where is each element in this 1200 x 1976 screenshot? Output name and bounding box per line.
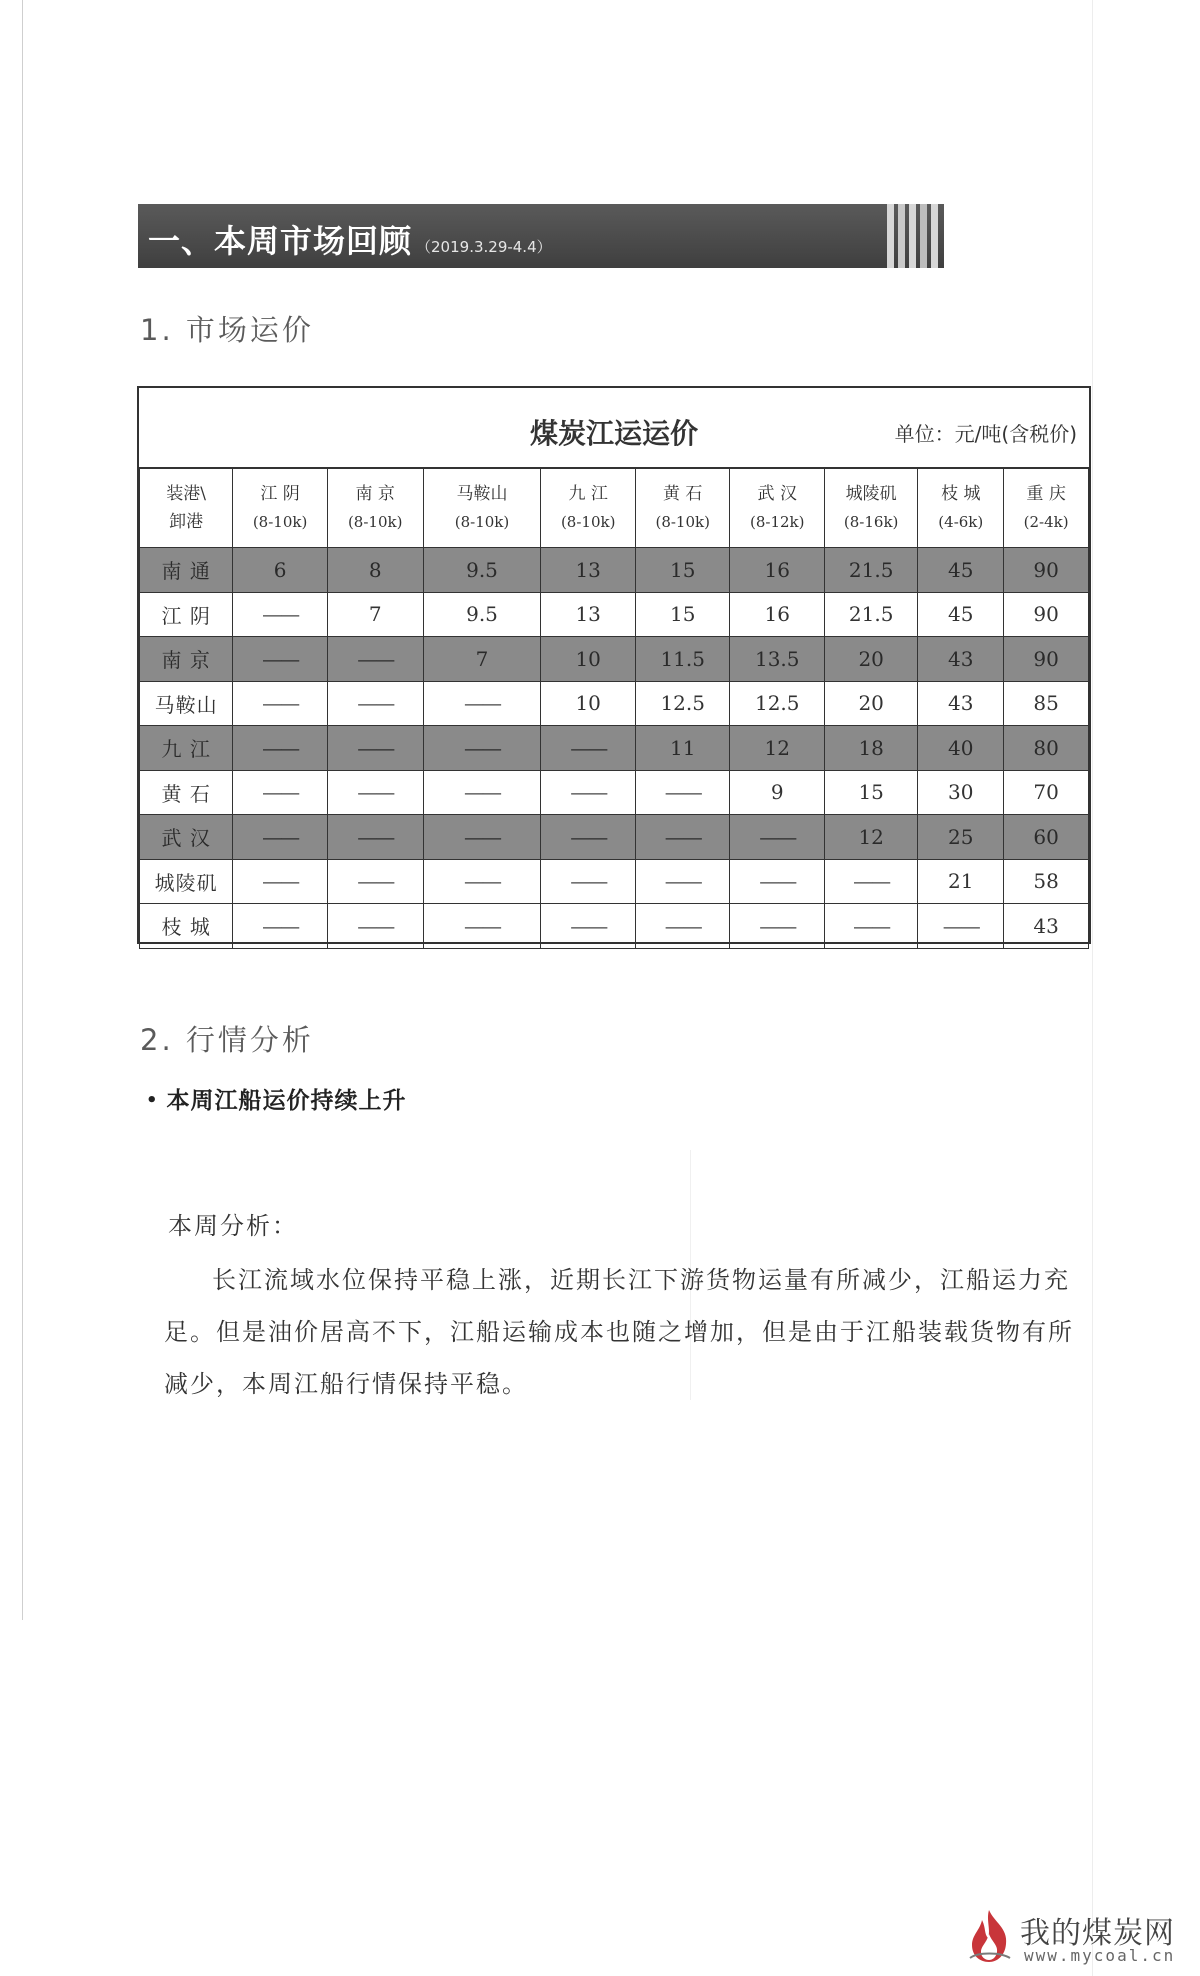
bullet-text: 本周江船运价持续上升 — [166, 1088, 407, 1114]
column-header — [327, 469, 423, 548]
table-cell: —— — [423, 726, 541, 771]
column-header-name: 武 汉 — [757, 484, 797, 504]
table-cell: —— — [730, 904, 825, 949]
column-header — [541, 469, 636, 548]
column-header-name: 南 京 — [355, 484, 395, 504]
table-cell: 30 — [918, 770, 1004, 815]
table-cell: 16 — [730, 548, 825, 593]
analysis-label: 本周分析： — [168, 1212, 298, 1240]
column-header-range: (8-10k) — [560, 513, 616, 531]
brand-logo — [958, 1904, 1193, 1966]
table-cell: —— — [635, 904, 730, 949]
bullet-point — [146, 1082, 407, 1115]
section-date-range: （2019.3.29-4.4） — [416, 238, 552, 256]
table-cell: 20 — [825, 681, 918, 726]
table-cell: —— — [423, 904, 541, 949]
freight-table-header — [139, 388, 1089, 468]
table-cell: —— — [635, 770, 730, 815]
column-header-range: (8-12k) — [750, 513, 805, 531]
table-cell: 12.5 — [635, 681, 730, 726]
table-cell: —— — [825, 859, 918, 904]
corner-label-top: 装港\ — [166, 484, 207, 504]
column-header — [825, 469, 918, 548]
table-row — [140, 592, 1089, 637]
row-port-label: 黄 石 — [140, 770, 233, 815]
table-cell: 10 — [541, 637, 636, 682]
column-header-name: 枝 城 — [941, 484, 981, 504]
left-margin-rule — [22, 0, 23, 1620]
column-header-range: (8-10k) — [252, 513, 308, 531]
table-cell: —— — [327, 681, 423, 726]
bullet-symbol: • — [146, 1090, 159, 1111]
table-row — [140, 904, 1089, 949]
column-header — [635, 469, 730, 548]
table-cell: —— — [233, 770, 328, 815]
page-edge-line — [1092, 0, 1093, 1976]
table-cell: —— — [327, 859, 423, 904]
table-cell: 9.5 — [423, 592, 541, 637]
row-port-label: 马鞍山 — [140, 681, 233, 726]
column-header — [423, 469, 541, 548]
table-cell: 15 — [635, 548, 730, 593]
table-cell: —— — [541, 726, 636, 771]
table-cell: 15 — [635, 592, 730, 637]
column-header — [730, 469, 825, 548]
table-cell: —— — [541, 815, 636, 860]
table-cell: 40 — [918, 726, 1004, 771]
table-cell: —— — [730, 815, 825, 860]
table-cell: 11.5 — [635, 637, 730, 682]
table-cell: 12 — [825, 815, 918, 860]
table-cell: 90 — [1004, 592, 1089, 637]
brand-name: 我的煤炭网 — [1020, 1916, 1175, 1951]
table-cell: —— — [541, 770, 636, 815]
freight-table-title: 煤炭江运运价 — [529, 417, 698, 450]
table-cell: —— — [327, 815, 423, 860]
table-cell: 12 — [730, 726, 825, 771]
table-row — [140, 859, 1089, 904]
subsection-heading-market-analysis: 2. 行情分析 — [140, 1023, 314, 1057]
table-cell: —— — [423, 815, 541, 860]
table-cell: 21.5 — [825, 548, 918, 593]
banner-stripes-decoration — [887, 204, 938, 268]
column-header-range: (8-10k) — [454, 513, 510, 531]
section-banner — [138, 204, 944, 268]
table-cell: —— — [327, 904, 423, 949]
column-header-range: (8-10k) — [655, 513, 710, 531]
table-cell: —— — [233, 904, 328, 949]
table-cell: 43 — [918, 681, 1004, 726]
column-header-name: 九 江 — [568, 484, 608, 504]
table-cell: 8 — [327, 548, 423, 593]
row-port-label: 武 汉 — [140, 815, 233, 860]
table-cell: 9 — [730, 770, 825, 815]
freight-table-body — [140, 548, 1089, 949]
table-cell: 58 — [1004, 859, 1089, 904]
table-cell: 80 — [1004, 726, 1089, 771]
table-cell: 45 — [918, 548, 1004, 593]
table-cell: —— — [233, 637, 328, 682]
table-cell: —— — [918, 904, 1004, 949]
table-cell: 90 — [1004, 637, 1089, 682]
row-port-label: 江 阴 — [140, 592, 233, 637]
corner-header — [140, 469, 233, 548]
freight-column-headers — [140, 469, 1089, 548]
section-title-text: 一、本周市场回顾 — [148, 222, 413, 260]
table-row — [140, 637, 1089, 682]
table-cell: 12.5 — [730, 681, 825, 726]
column-header-name: 黄 石 — [663, 484, 703, 504]
table-cell: 10 — [541, 681, 636, 726]
table-cell: —— — [233, 726, 328, 771]
row-port-label: 南 通 — [140, 548, 233, 593]
table-cell: —— — [327, 770, 423, 815]
table-cell: 13 — [541, 592, 636, 637]
column-header-name: 城陵矶 — [845, 484, 897, 504]
table-cell: 85 — [1004, 681, 1089, 726]
column-header-range: (8-16k) — [843, 513, 899, 531]
table-cell: 25 — [918, 815, 1004, 860]
column-header — [918, 469, 1004, 548]
flame-icon — [964, 1908, 1014, 1964]
table-cell: 7 — [423, 637, 541, 682]
table-cell: —— — [423, 770, 541, 815]
section-title — [148, 216, 552, 262]
table-cell: 13 — [541, 548, 636, 593]
table-row — [140, 770, 1089, 815]
column-header — [1004, 469, 1089, 548]
table-cell: 15 — [825, 770, 918, 815]
freight-grid — [139, 468, 1089, 949]
table-cell: 11 — [635, 726, 730, 771]
freight-table — [137, 386, 1091, 944]
table-cell: —— — [233, 681, 328, 726]
table-cell: —— — [730, 859, 825, 904]
table-cell: —— — [233, 859, 328, 904]
row-port-label: 枝 城 — [140, 904, 233, 949]
table-cell: 21.5 — [825, 592, 918, 637]
corner-label-bottom: 卸港 — [169, 512, 204, 532]
table-cell: 6 — [233, 548, 328, 593]
table-cell: 43 — [1004, 904, 1089, 949]
column-header-name: 马鞍山 — [456, 484, 508, 504]
table-cell: —— — [635, 859, 730, 904]
table-cell: —— — [327, 637, 423, 682]
table-cell: 60 — [1004, 815, 1089, 860]
table-cell: —— — [233, 592, 328, 637]
table-cell: —— — [541, 859, 636, 904]
subsection-heading-market-freight: 1. 市场运价 — [140, 313, 314, 347]
table-cell: 16 — [730, 592, 825, 637]
table-row — [140, 726, 1089, 771]
column-header-range: (4-6k) — [938, 513, 984, 531]
table-cell: 7 — [327, 592, 423, 637]
table-cell: —— — [423, 859, 541, 904]
table-cell: 45 — [918, 592, 1004, 637]
table-cell: —— — [327, 726, 423, 771]
table-cell: 90 — [1004, 548, 1089, 593]
table-cell: 20 — [825, 637, 918, 682]
column-header-range: (2-4k) — [1023, 513, 1069, 531]
analysis-body: 长江流域水位保持平稳上涨，近期长江下游货物运量有所减少，江船运力充足。但是油价居高不下，江船运输成本也随之增加，但是由于江船装载货物有所减少，本周江船行情保持平稳。 — [164, 1266, 1074, 1398]
table-cell: 18 — [825, 726, 918, 771]
table-cell: 9.5 — [423, 548, 541, 593]
table-cell: —— — [825, 904, 918, 949]
table-cell: —— — [423, 681, 541, 726]
table-cell: —— — [635, 815, 730, 860]
table-cell: 70 — [1004, 770, 1089, 815]
freight-table-unit: 单位：元/吨(含税价) — [894, 422, 1077, 446]
column-header-name: 重 庆 — [1026, 484, 1066, 504]
row-port-label: 九 江 — [140, 726, 233, 771]
table-cell: 13.5 — [730, 637, 825, 682]
brand-url: www.mycoal.cn — [1024, 1946, 1176, 1965]
table-cell: 21 — [918, 859, 1004, 904]
table-cell: —— — [541, 904, 636, 949]
column-header-name: 江 阴 — [260, 484, 300, 504]
row-port-label: 城陵矶 — [140, 859, 233, 904]
column-header — [233, 469, 328, 548]
table-row — [140, 548, 1089, 593]
column-header-range: (8-10k) — [347, 513, 403, 531]
table-cell: 43 — [918, 637, 1004, 682]
table-cell: —— — [233, 815, 328, 860]
table-row — [140, 815, 1089, 860]
table-row — [140, 681, 1089, 726]
row-port-label: 南 京 — [140, 637, 233, 682]
